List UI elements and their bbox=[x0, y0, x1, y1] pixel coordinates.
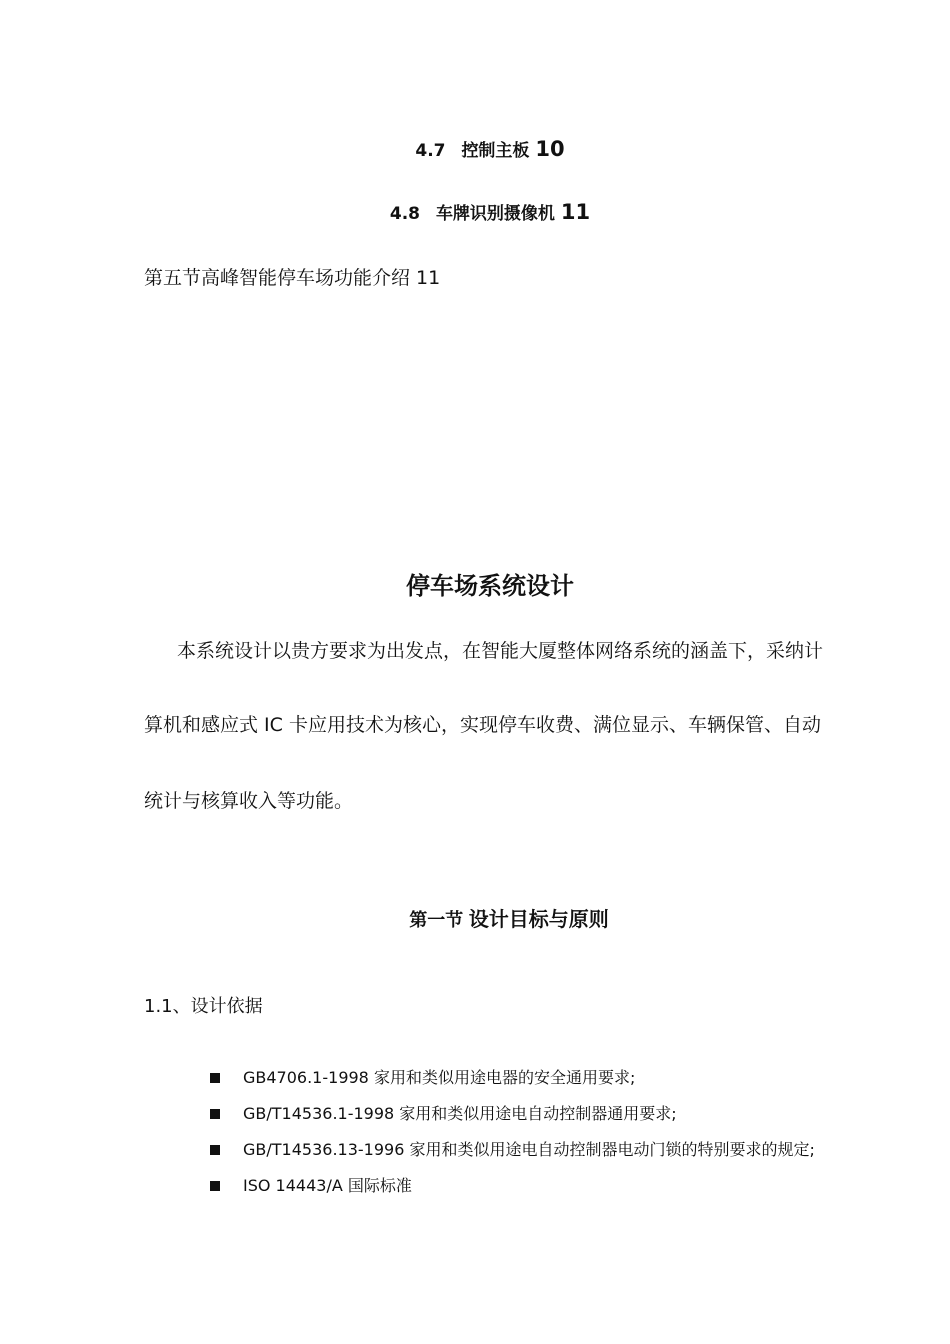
list-item bbox=[210, 1060, 815, 1096]
toc-entry-page: 10 bbox=[535, 137, 565, 161]
list-item bbox=[210, 1096, 815, 1132]
toc-entry-number: 4.8 bbox=[389, 204, 421, 224]
toc-entry-page: 11 bbox=[560, 200, 591, 224]
document-title: 停车场系统设计 bbox=[406, 572, 574, 600]
square-bullet-icon bbox=[210, 1145, 220, 1155]
square-bullet-icon bbox=[210, 1073, 220, 1083]
subsection-heading: 1.1、设计依据 bbox=[144, 996, 263, 1017]
toc-entry-4-7 bbox=[0, 136, 950, 161]
intro-paragraph-line-3: 统计与核算收入等功能。 bbox=[144, 790, 354, 812]
list-item-text: GB4706.1-1998 家用和类似用途电器的安全通用要求; bbox=[243, 1068, 636, 1087]
intro-paragraph-line-2: 算机和感应式 IC 卡应用技术为核心，实现停车收费、满位显示、车辆保管、自动 bbox=[144, 714, 821, 736]
section-heading-prefix: 第一节 bbox=[409, 910, 464, 931]
toc-entry-4-8 bbox=[0, 199, 950, 224]
list-item bbox=[210, 1168, 815, 1204]
list-item bbox=[210, 1132, 815, 1168]
toc-entry-section-5: 第五节高峰智能停车场功能介绍 11 bbox=[144, 267, 441, 289]
toc-entry-text: 车牌识别摄像机 bbox=[435, 204, 555, 224]
list-item-text: GB/T14536.13-1996 家用和类似用途电自动控制器电动门锁的特别要求的规定; bbox=[243, 1140, 815, 1159]
square-bullet-icon bbox=[210, 1181, 220, 1191]
square-bullet-icon bbox=[210, 1109, 220, 1119]
standards-list bbox=[210, 1060, 815, 1204]
toc-entry-number: 4.7 bbox=[415, 141, 446, 161]
section-heading-title: 设计目标与原则 bbox=[468, 907, 609, 931]
list-item-text: GB/T14536.1-1998 家用和类似用途电自动控制器通用要求; bbox=[243, 1104, 677, 1123]
toc-entry-text: 控制主板 bbox=[461, 141, 530, 161]
section-heading bbox=[0, 903, 950, 932]
intro-paragraph-line-1: 本系统设计以贵方要求为出发点，在智能大厦整体网络系统的涵盖下，采纳计 bbox=[177, 640, 824, 662]
list-item-text: ISO 14443/A 国际标准 bbox=[243, 1176, 412, 1195]
